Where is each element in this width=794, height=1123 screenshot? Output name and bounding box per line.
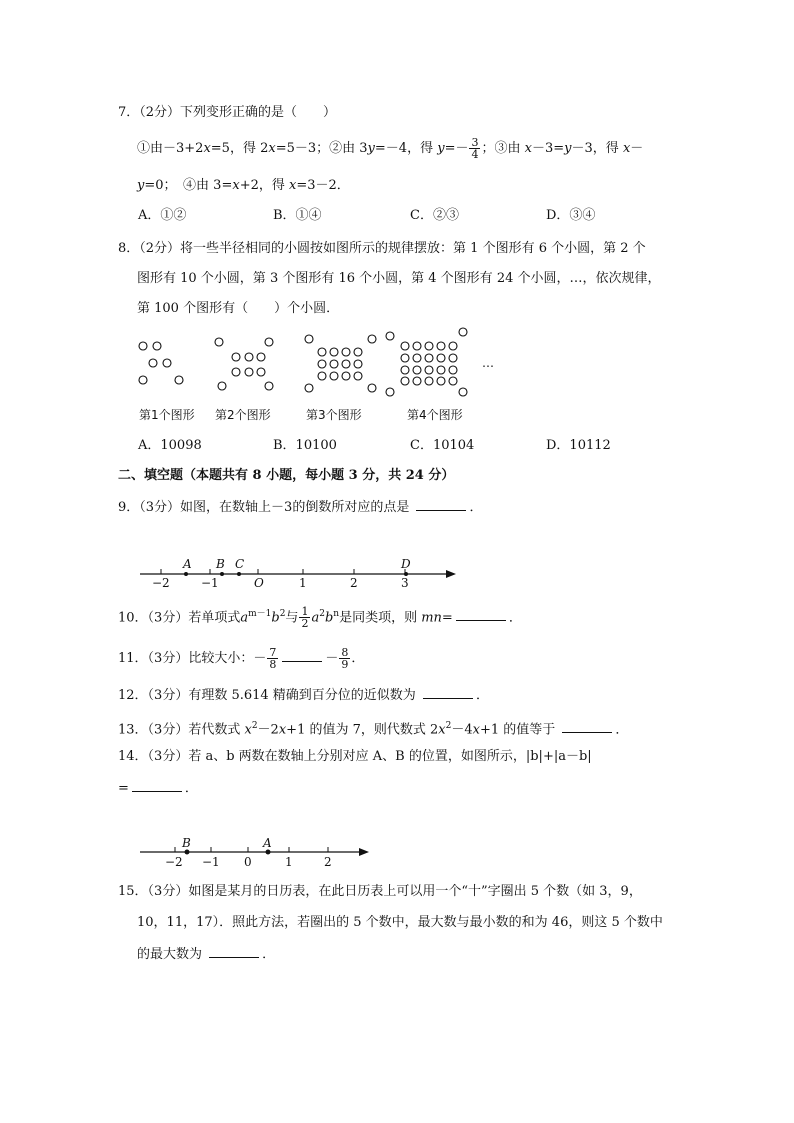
q7-option-d: D．③④ <box>546 208 596 223</box>
q9-tick-1: 1 <box>299 576 307 590</box>
q8-option-a: A．10098 <box>138 438 202 453</box>
q10-stem: 10．（3分）若单项式$a^{m-1}b^2$与 $\frac{1}{2}$ $a^2b^n$是同类项，则 mn= ． <box>118 605 522 631</box>
q7-stem: 7．（2分）下列变形正确的是（ ） <box>118 105 337 120</box>
q9-point-d-label: D <box>401 557 411 571</box>
q14-tick-2: 2 <box>324 855 332 869</box>
q14-point-a-label: A <box>263 836 272 850</box>
q9-number-line <box>0 548 794 594</box>
q10-answer-blank <box>456 608 506 621</box>
q13-answer-blank <box>562 720 612 733</box>
q7-statements-line1: ①由－3+2x=5，得 2x=5－3；②由 3y=－4，得 y=－ $\frac{3}{4}$ ；③由 x－3=y－3，得 x－ <box>137 136 644 161</box>
q7-option-b: B．①④ <box>273 208 322 223</box>
q8-caption-1: 第1个图形 <box>139 408 195 422</box>
q10-fraction: $\frac{1}{2}$ <box>301 605 309 631</box>
section-2-heading: 二、填空题（本题共有 8 小题，每小题 3 分，共 24 分） <box>118 468 455 483</box>
q9-tick-3: 3 <box>401 576 409 590</box>
q11-stem: 11．（3分）比较大小：－ $\frac{7}{8}$ － $\frac{8}{9}$ ． <box>118 646 365 671</box>
q9-tick-neg1: −1 <box>201 576 219 590</box>
q8-option-c: C．10104 <box>410 438 475 453</box>
q8-caption-3: 第3个图形 <box>306 408 362 422</box>
q13-stem: 13．（3分）若代数式 $x^2-2x+1$ 的值为 7，则代数式 $2x^2-4x+1$ 的值等于 ． <box>118 721 629 738</box>
q14-stem-line1: 14．（3分）若 a、b 两数在数轴上分别对应 A、B 的位置，如图所示，|b|+|a－b| <box>118 749 592 764</box>
figure-2-circles <box>215 338 273 390</box>
q7-option-a: A．①② <box>138 208 187 223</box>
q9-tick-neg2: −2 <box>152 576 170 590</box>
q8-ellipsis: … <box>482 356 494 370</box>
q7-fraction: $\frac{3}{4}$ <box>471 136 479 161</box>
q8-option-b: B．10100 <box>273 438 337 453</box>
q9-stem: 9．（3分）如图，在数轴上－3的倒数所对应的点是 ． <box>118 500 483 515</box>
q14-stem-line2: = ． <box>118 781 198 796</box>
q14-tick-neg1: −1 <box>202 855 220 869</box>
q7-option-c: C．②③ <box>410 208 459 223</box>
q11-answer-blank <box>282 649 322 662</box>
q9-point-b-label: B <box>216 557 225 571</box>
q8-circle-figures <box>0 320 794 400</box>
q14-tick-1: 1 <box>285 855 293 869</box>
q14-tick-neg2: −2 <box>165 855 183 869</box>
q9-point-a-label: A <box>183 557 192 571</box>
q11-fraction-2: $\frac{8}{9}$ <box>341 646 349 671</box>
q9-answer-blank <box>416 498 466 511</box>
q14-point-b-label: B <box>182 836 191 850</box>
q14-number-line <box>0 830 794 872</box>
figure-3-circles <box>305 335 376 392</box>
q12-answer-blank <box>423 686 473 699</box>
q9-point-c-label: C <box>235 557 245 571</box>
q14-answer-blank <box>132 779 182 792</box>
q9-origin-label: O <box>254 576 264 590</box>
q15-answer-blank <box>209 945 259 958</box>
q15-stem-line1: 15．（3分）如图是某月的日历表，在此日历表上可以用一个“十”字圈出 5 个数（如 3，9， <box>118 884 642 899</box>
q8-stem-line1: 8．（2分）将一些半径相同的小圆按如图所示的规律摆放：第 1 个图形有 6 个小圆，第 2 个 <box>118 241 646 256</box>
figure-1-circles <box>139 342 183 384</box>
q8-caption-2: 第2个图形 <box>215 408 271 422</box>
q8-caption-4: 第4个图形 <box>407 408 463 422</box>
q8-stem-line3: 第 100 个图形有（ ）个小圆． <box>137 301 340 316</box>
figure-4-circles <box>386 328 467 396</box>
q11-fraction-1: $\frac{7}{8}$ <box>269 646 277 671</box>
q12-stem: 12．（3分）有理数 5.614 精确到百分位的近似数为 ． <box>118 688 489 703</box>
q9-tick-2: 2 <box>350 576 358 590</box>
q8-option-d: D．10112 <box>546 438 611 453</box>
q15-stem-line2: 10，11，17）．照此方法，若圈出的 5 个数中，最大数与最小数的和为 46，则这 5 个数中 <box>137 915 663 930</box>
q7-statements-line2: y=0； ④由 3=x+2，得 x=3－2． <box>137 178 350 193</box>
q15-stem-line3: 的最大数为 ． <box>137 947 276 962</box>
q8-stem-line2: 图形有 10 个小圆，第 3 个图形有 16 个小圆，第 4 个图形有 24 个小圆，…，依次规律， <box>137 271 661 286</box>
q14-tick-0: 0 <box>244 855 252 869</box>
